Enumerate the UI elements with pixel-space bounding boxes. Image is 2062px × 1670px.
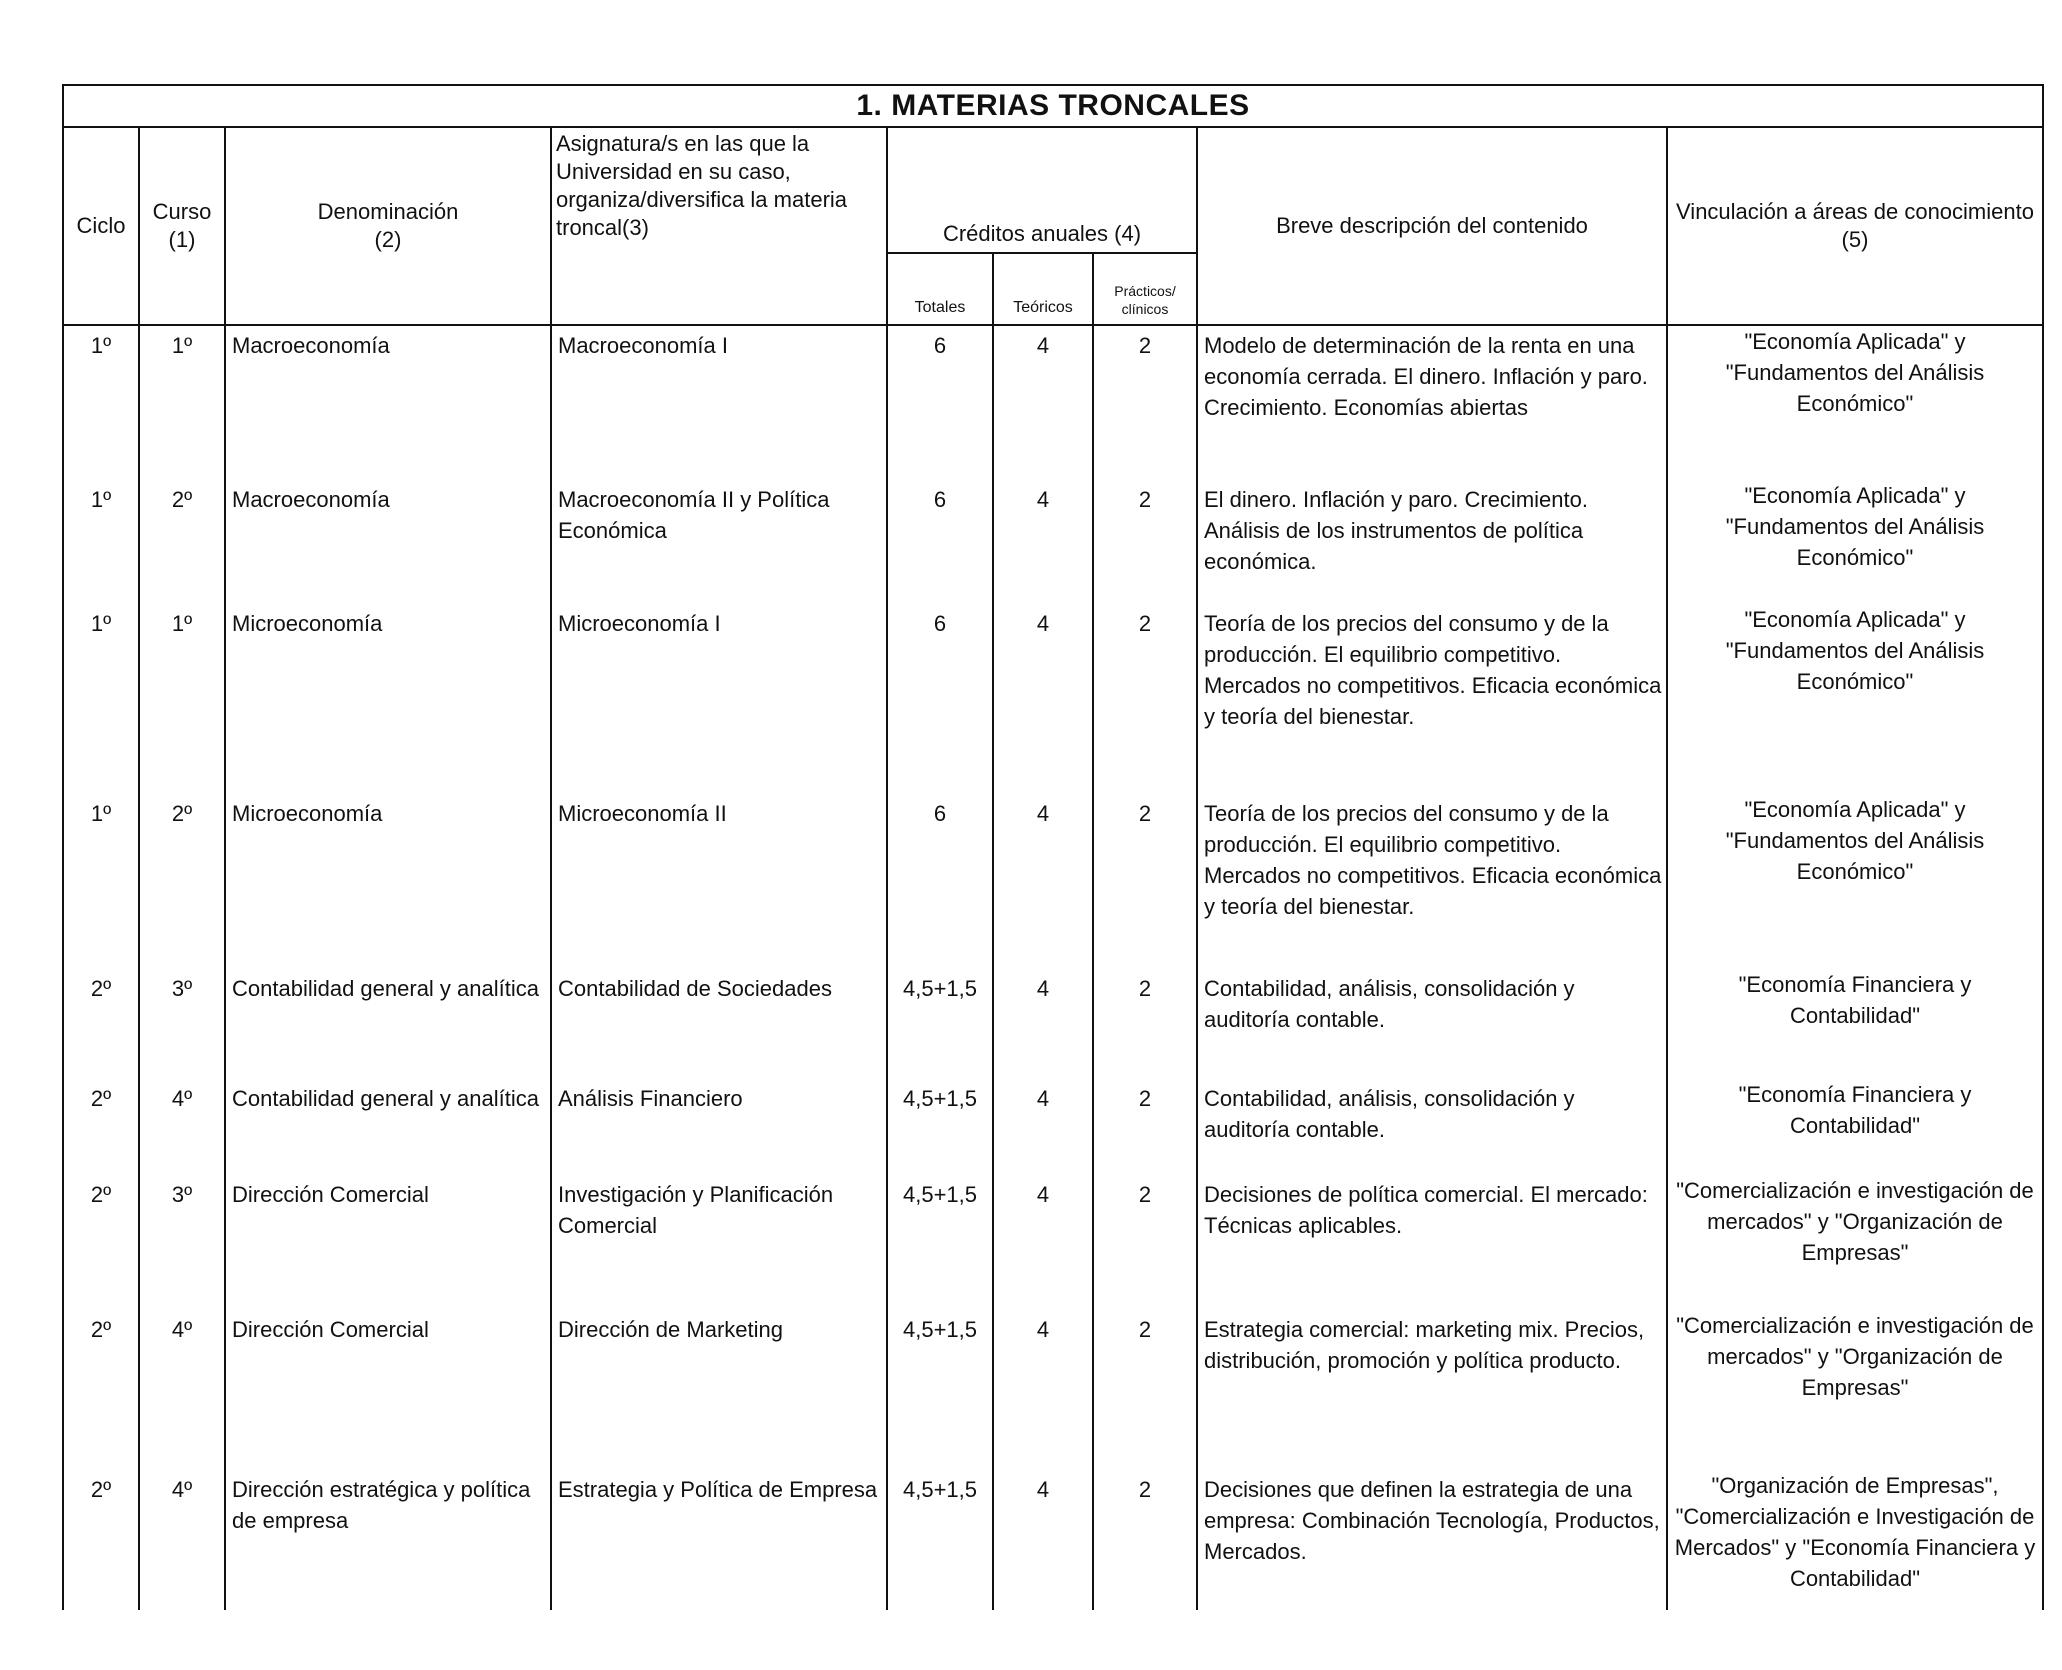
cell-descripcion: Decisiones que definen la estrategia de una empresa: Combinación Tecnología, Productos, Mercados.: [1197, 1470, 1667, 1610]
cell-descripcion: Contabilidad, análisis, consolidación y auditoría contable.: [1197, 1079, 1667, 1175]
cell-teoricos: 4: [993, 1079, 1093, 1175]
header-ciclo: Ciclo: [63, 127, 139, 325]
table-row: [63, 1175, 2043, 1310]
cell-curso: 1º: [139, 604, 225, 794]
table-row: [63, 480, 2043, 604]
cell-vinculacion: "Organización de Empresas", "Comercialización e Investigación de Mercados" y "Economía Financiera y Contabilidad": [1667, 1470, 2043, 1610]
cell-ciclo: 2º: [63, 1175, 139, 1310]
cell-asignatura: Dirección de Marketing: [551, 1310, 887, 1470]
cell-practicos: 2: [1093, 794, 1197, 969]
cell-curso: 4º: [139, 1310, 225, 1470]
cell-practicos: 2: [1093, 969, 1197, 1079]
cell-totales: 4,5+1,5: [887, 1079, 993, 1175]
cell-ciclo: 1º: [63, 325, 139, 480]
cell-ciclo: 1º: [63, 604, 139, 794]
cell-vinculacion: "Economía Aplicada" y "Fundamentos del Análisis Económico": [1667, 325, 2043, 480]
cell-asignatura: Investigación y Planificación Comercial: [551, 1175, 887, 1310]
table-title: 1. MATERIAS TRONCALES: [63, 85, 2043, 127]
cell-descripcion: Teoría de los precios del consumo y de la producción. El equilibrio competitivo. Mercados no competitivos. Eficacia económica y teoría del bienestar.: [1197, 604, 1667, 794]
cell-curso: 1º: [139, 325, 225, 480]
cell-totales: 4,5+1,5: [887, 969, 993, 1079]
cell-asignatura: Estrategia y Política de Empresa: [551, 1470, 887, 1610]
header-curso: Curso (1): [139, 127, 225, 325]
table-row: [63, 1079, 2043, 1175]
cell-practicos: 2: [1093, 1175, 1197, 1310]
table-row: [63, 1470, 2043, 1610]
header-practicos-line1: Prácticos/: [1114, 283, 1176, 299]
cell-descripcion: Modelo de determinación de la renta en una economía cerrada. El dinero. Inflación y paro. Crecimiento. Economías abiertas: [1197, 325, 1667, 480]
cell-practicos: 2: [1093, 325, 1197, 480]
cell-asignatura: Microeconomía I: [551, 604, 887, 794]
table-row: [63, 604, 2043, 794]
cell-vinculacion: "Economía Aplicada" y "Fundamentos del Análisis Económico": [1667, 480, 2043, 604]
cell-teoricos: 4: [993, 325, 1093, 480]
cell-vinculacion: "Comercialización e investigación de mercados" y "Organización de Empresas": [1667, 1175, 2043, 1310]
cell-vinculacion: "Economía Financiera y Contabilidad": [1667, 1079, 2043, 1175]
cell-curso: 3º: [139, 969, 225, 1079]
cell-practicos: 2: [1093, 1470, 1197, 1610]
cell-totales: 4,5+1,5: [887, 1175, 993, 1310]
cell-denominacion: Dirección Comercial: [225, 1175, 551, 1310]
header-practicos-line2: clínicos: [1121, 301, 1169, 317]
cell-totales: 6: [887, 794, 993, 969]
cell-totales: 4,5+1,5: [887, 1470, 993, 1610]
cell-teoricos: 4: [993, 794, 1093, 969]
cell-denominacion: Microeconomía: [225, 604, 551, 794]
header-denominacion: [225, 127, 551, 325]
cell-descripcion: Decisiones de política comercial. El mercado: Técnicas aplicables.: [1197, 1175, 1667, 1310]
cell-practicos: 2: [1093, 1310, 1197, 1470]
header-practicos: [1093, 253, 1197, 325]
cell-ciclo: 2º: [63, 1470, 139, 1610]
cell-curso: 2º: [139, 480, 225, 604]
cell-vinculacion: "Comercialización e investigación de mercados" y "Organización de Empresas": [1667, 1310, 2043, 1470]
cell-teoricos: 4: [993, 1470, 1093, 1610]
header-creditos: Créditos anuales (4): [887, 127, 1197, 253]
cell-denominacion: Contabilidad general y analítica: [225, 1079, 551, 1175]
materias-table: [62, 84, 2044, 1610]
header-denominacion-line2: (2): [374, 227, 402, 252]
cell-teoricos: 4: [993, 969, 1093, 1079]
header-asignaturas: Asignatura/s en las que la Universidad en su caso, organiza/diversifica la materia troncal(3): [551, 127, 887, 325]
cell-totales: 6: [887, 480, 993, 604]
cell-curso: 3º: [139, 1175, 225, 1310]
cell-descripcion: Contabilidad, análisis, consolidación y auditoría contable.: [1197, 969, 1667, 1079]
table-row: [63, 969, 2043, 1079]
cell-teoricos: 4: [993, 1310, 1093, 1470]
cell-totales: 6: [887, 604, 993, 794]
cell-teoricos: 4: [993, 480, 1093, 604]
cell-asignatura: Contabilidad de Sociedades: [551, 969, 887, 1079]
cell-ciclo: 2º: [63, 1079, 139, 1175]
cell-ciclo: 1º: [63, 480, 139, 604]
cell-teoricos: 4: [993, 1175, 1093, 1310]
cell-practicos: 2: [1093, 604, 1197, 794]
document-page: [62, 84, 2042, 1610]
cell-teoricos: 4: [993, 604, 1093, 794]
cell-vinculacion: "Economía Aplicada" y "Fundamentos del Análisis Económico": [1667, 604, 2043, 794]
cell-descripcion: Estrategia comercial: marketing mix. Precios, distribución, promoción y política producto.: [1197, 1310, 1667, 1470]
cell-denominacion: Dirección Comercial: [225, 1310, 551, 1470]
cell-descripcion: El dinero. Inflación y paro. Crecimiento. Análisis de los instrumentos de política económica.: [1197, 480, 1667, 604]
cell-asignatura: Análisis Financiero: [551, 1079, 887, 1175]
cell-ciclo: 2º: [63, 1310, 139, 1470]
table-row: [63, 1310, 2043, 1470]
table-row: [63, 325, 2043, 480]
cell-asignatura: Microeconomía II: [551, 794, 887, 969]
cell-ciclo: 2º: [63, 969, 139, 1079]
cell-denominacion: Dirección estratégica y política de empresa: [225, 1470, 551, 1610]
cell-denominacion: Microeconomía: [225, 794, 551, 969]
header-teoricos: Teóricos: [993, 253, 1093, 325]
cell-curso: 4º: [139, 1470, 225, 1610]
cell-vinculacion: "Economía Financiera y Contabilidad": [1667, 969, 2043, 1079]
cell-practicos: 2: [1093, 480, 1197, 604]
cell-practicos: 2: [1093, 1079, 1197, 1175]
cell-vinculacion: "Economía Aplicada" y "Fundamentos del Análisis Económico": [1667, 794, 2043, 969]
header-totales: Totales: [887, 253, 993, 325]
cell-denominacion: Macroeconomía: [225, 325, 551, 480]
header-denominacion-line1: Denominación: [317, 199, 459, 224]
header-descripcion: Breve descripción del contenido: [1197, 127, 1667, 325]
cell-denominacion: Contabilidad general y analítica: [225, 969, 551, 1079]
cell-descripcion: Teoría de los precios del consumo y de la producción. El equilibrio competitivo. Mercados no competitivos. Eficacia económica y teoría del bienestar.: [1197, 794, 1667, 969]
cell-denominacion: Macroeconomía: [225, 480, 551, 604]
cell-curso: 4º: [139, 1079, 225, 1175]
cell-curso: 2º: [139, 794, 225, 969]
cell-ciclo: 1º: [63, 794, 139, 969]
table-row: [63, 794, 2043, 969]
header-vinculacion: Vinculación a áreas de conocimiento (5): [1667, 127, 2043, 325]
cell-asignatura: Macroeconomía I: [551, 325, 887, 480]
cell-asignatura: Macroeconomía II y Política Económica: [551, 480, 887, 604]
cell-totales: 6: [887, 325, 993, 480]
cell-totales: 4,5+1,5: [887, 1310, 993, 1470]
